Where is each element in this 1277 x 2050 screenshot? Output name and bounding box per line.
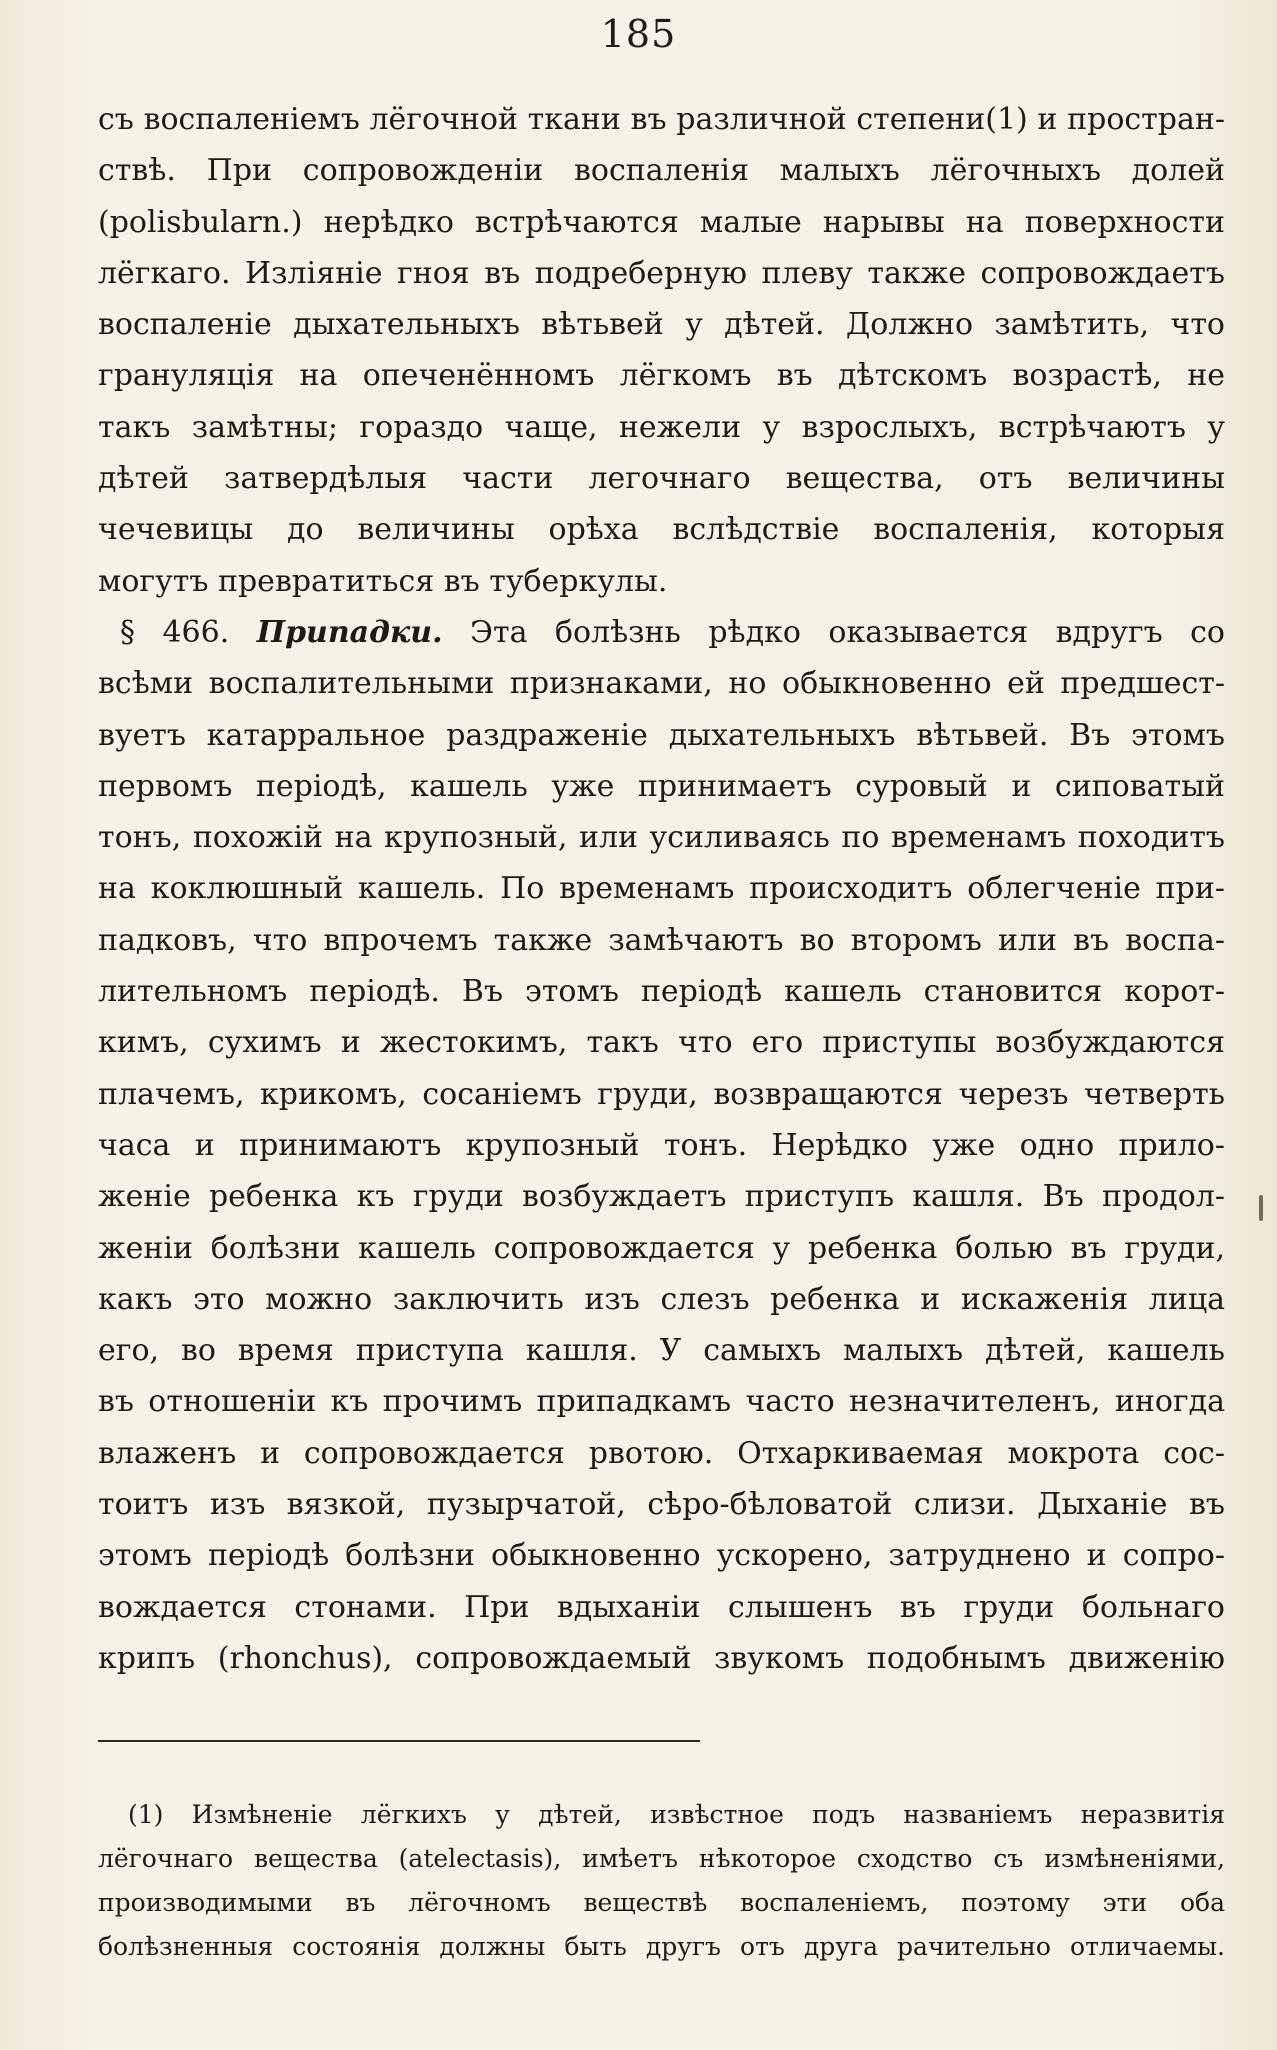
text-line: вуетъ катарральное раздраженіе дыхательныхъ вѣтьвей. Въ этомъ: [98, 717, 1225, 753]
section-number: § 466.: [120, 614, 230, 650]
text-line: падковъ, что впрочемъ также замѣчаютъ во второмъ или въ воспа-: [98, 922, 1225, 958]
section-line: [98, 607, 1225, 658]
text-line: тоитъ изъ вязкой, пузырчатой, сѣро-бѣловатой слизи. Дыханіе въ: [98, 1487, 1225, 1523]
text-line: (polisbularn.) нерѣдко встрѣчаются малые нарывы на поверхности: [98, 204, 1225, 240]
footnote-line: производимыми въ лёгочномъ веществѣ воспаленіемъ, поэтому эти оба: [98, 1888, 1225, 1917]
text-line: могутъ превратиться въ туберкулы.: [98, 563, 668, 599]
text-line: грануляція на опеченённомъ лёгкомъ въ дѣтскомъ возрастѣ, не: [98, 358, 1225, 394]
page-number: 185: [600, 12, 677, 56]
page-edge-mark: [1259, 1195, 1263, 1221]
text-line: на коклюшный кашель. По временамъ происходитъ облегченіе при-: [98, 871, 1225, 907]
footnote-line: болѣзненныя состоянія должны быть другъ отъ друга рачительно отличаемы.: [98, 1932, 1225, 1961]
text-line: ствѣ. При сопровожденіи воспаленія малыхъ лёгочныхъ долей: [98, 153, 1225, 189]
text-line: въ отношеніи къ прочимъ припадкамъ часто незначителенъ, иногда: [98, 1384, 1225, 1420]
footnote-line: (1) Измѣненіе лёгкихъ у дѣтей, извѣстное подъ названіемъ неразвитія: [128, 1800, 1225, 1829]
text-line: крипъ (rhonchus), сопровождаемый звукомъ подобнымъ движенію: [98, 1640, 1225, 1676]
text-line: женіи болѣзни кашель сопровождается у ребенка болью въ груди,: [98, 1230, 1225, 1266]
footnote: [98, 1793, 1225, 1969]
section-text: Эта болѣзнь рѣдко оказывается вдругъ со: [470, 614, 1225, 650]
text-line: плачемъ, крикомъ, сосаніемъ груди, возвращаются черезъ четверть: [98, 1076, 1225, 1112]
text-line: такъ замѣтны; гораздо чаще, нежели у взрослыхъ, встрѣчаютъ у: [98, 409, 1225, 445]
text-line: чечевицы до величины орѣха вслѣдствіе воспаленія, которыя: [98, 512, 1225, 548]
text-line: первомъ періодѣ, кашель уже принимаетъ суровый и сиповатый: [98, 768, 1225, 804]
text-line: воспаленіе дыхательныхъ вѣтьвей у дѣтей. Должно замѣтить, что: [98, 307, 1225, 343]
text-line: вождается стонами. При вдыханіи слышенъ въ груди больнаго: [98, 1589, 1225, 1625]
text-line: тонъ, похожій на крупозный, или усиливаясь по временамъ походитъ: [98, 820, 1225, 856]
text-line: дѣтей затвердѣлыя части легочнаго вещества, отъ величины: [98, 461, 1225, 497]
footnote-divider: [98, 1740, 700, 1742]
main-text: [98, 94, 1225, 1684]
text-line: какъ это можно заключить изъ слезъ ребенка и искаженія лица: [98, 1281, 1225, 1317]
text-line: женіе ребенка къ груди возбуждаетъ приступъ кашля. Въ продол-: [98, 1179, 1225, 1215]
text-line: кимъ, сухимъ и жестокимъ, такъ что его приступы возбуждаются: [98, 1025, 1225, 1061]
text-line: лительномъ періодѣ. Въ этомъ періодѣ кашель становится корот-: [98, 974, 1225, 1010]
text-line: всѣми воспалительными признаками, но обыкновенно ей предшест-: [98, 666, 1225, 702]
text-line: его, во время приступа кашля. У самыхъ малыхъ дѣтей, кашель: [98, 1333, 1225, 1369]
text-line: лёгкаго. Изліяніе гноя въ подреберную плеву также сопровождаетъ: [98, 255, 1225, 291]
text-line: часа и принимаютъ крупозный тонъ. Нерѣдко уже одно прило-: [98, 1127, 1225, 1163]
footnote-line: лёгочнаго вещества (atelectasis), имѣетъ нѣкоторое сходство съ измѣненіями,: [98, 1844, 1225, 1873]
text-line: съ воспаленіемъ лёгочной ткани въ различной степени(1) и простран-: [98, 102, 1225, 137]
section-heading: Припадки.: [256, 614, 443, 650]
text-line: этомъ періодѣ болѣзни обыкновенно ускорено, затруднено и сопро-: [98, 1538, 1225, 1574]
text-line: влаженъ и сопровождается рвотою. Отхаркиваемая мокрота сос-: [98, 1435, 1225, 1471]
